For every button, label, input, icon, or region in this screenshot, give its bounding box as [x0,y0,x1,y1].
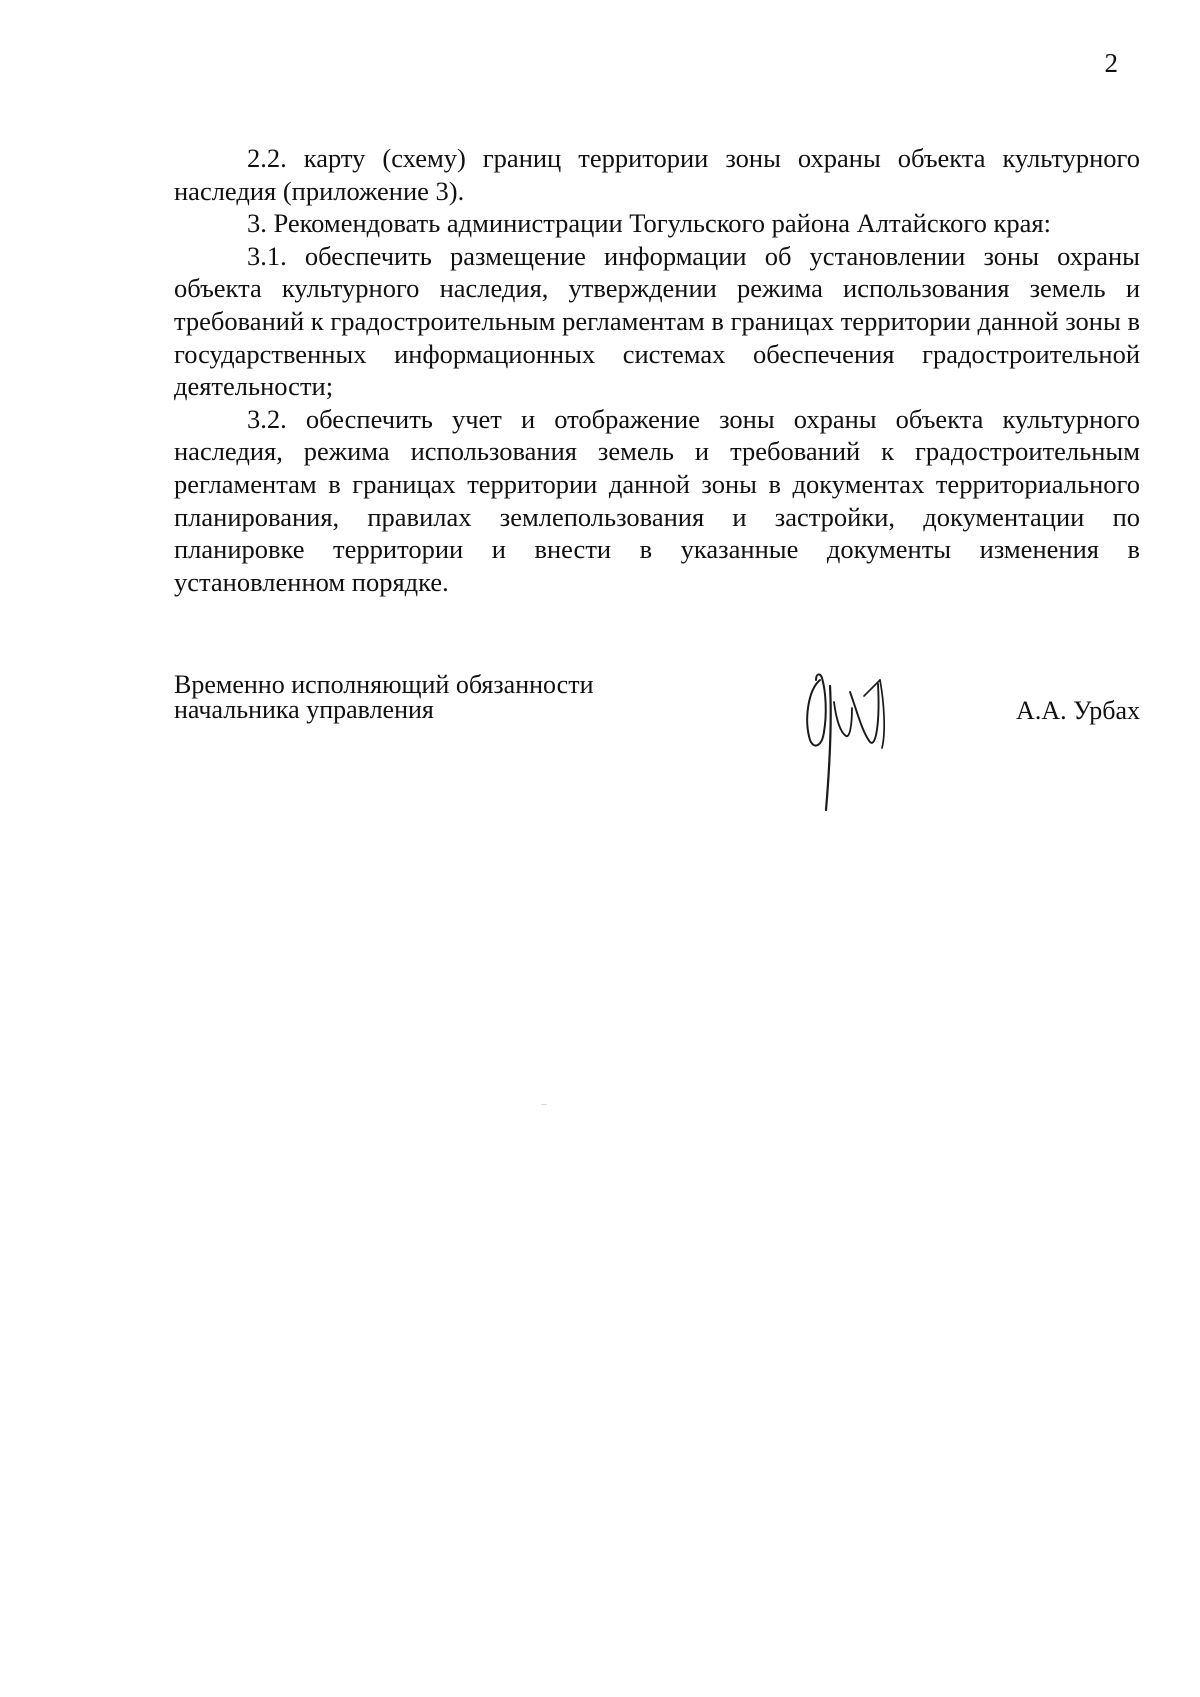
signer-position-line-1: Временно исполняющий обязанности [174,670,594,699]
paragraph-3: 3. Рекомендовать администрации Тогульского района Алтайского края: [247,208,1051,239]
page-number: 2 [1104,48,1118,78]
document-body [174,142,1140,598]
handwritten-signature-icon [790,662,900,812]
signer-name: А.А. Урбах [1016,696,1140,725]
signer-position [174,672,594,722]
signature-block [174,672,1140,832]
paragraph-3-1: 3.1. обеспечить размещение информации об установлении зоны охраны объекта культурного наследия, утверждении режима использования земель и требований к градостроительным регламентам в границах территории данной зоны в государственных информационных системах обеспечения градостроительной деятельности; [174,240,1140,402]
paragraph-2-2: 2.2. карту (схему) границ территории зоны охраны объекта культурного наследия (приложение 3). [174,143,1140,206]
signer-position-line-2: начальника управления [174,695,434,724]
paragraph-3-2: 3.2. обеспечить учет и отображение зоны охраны объекта культурного наследия, режима использования земель и требований к градостроительным регламентам в границах территории данной зоны в документах территориального планирования, правилах землепользования и застройки, документации по планировке территории и внести в указанные документы изменения в установленном порядке. [174,403,1140,597]
scan-speck [541,1104,547,1105]
